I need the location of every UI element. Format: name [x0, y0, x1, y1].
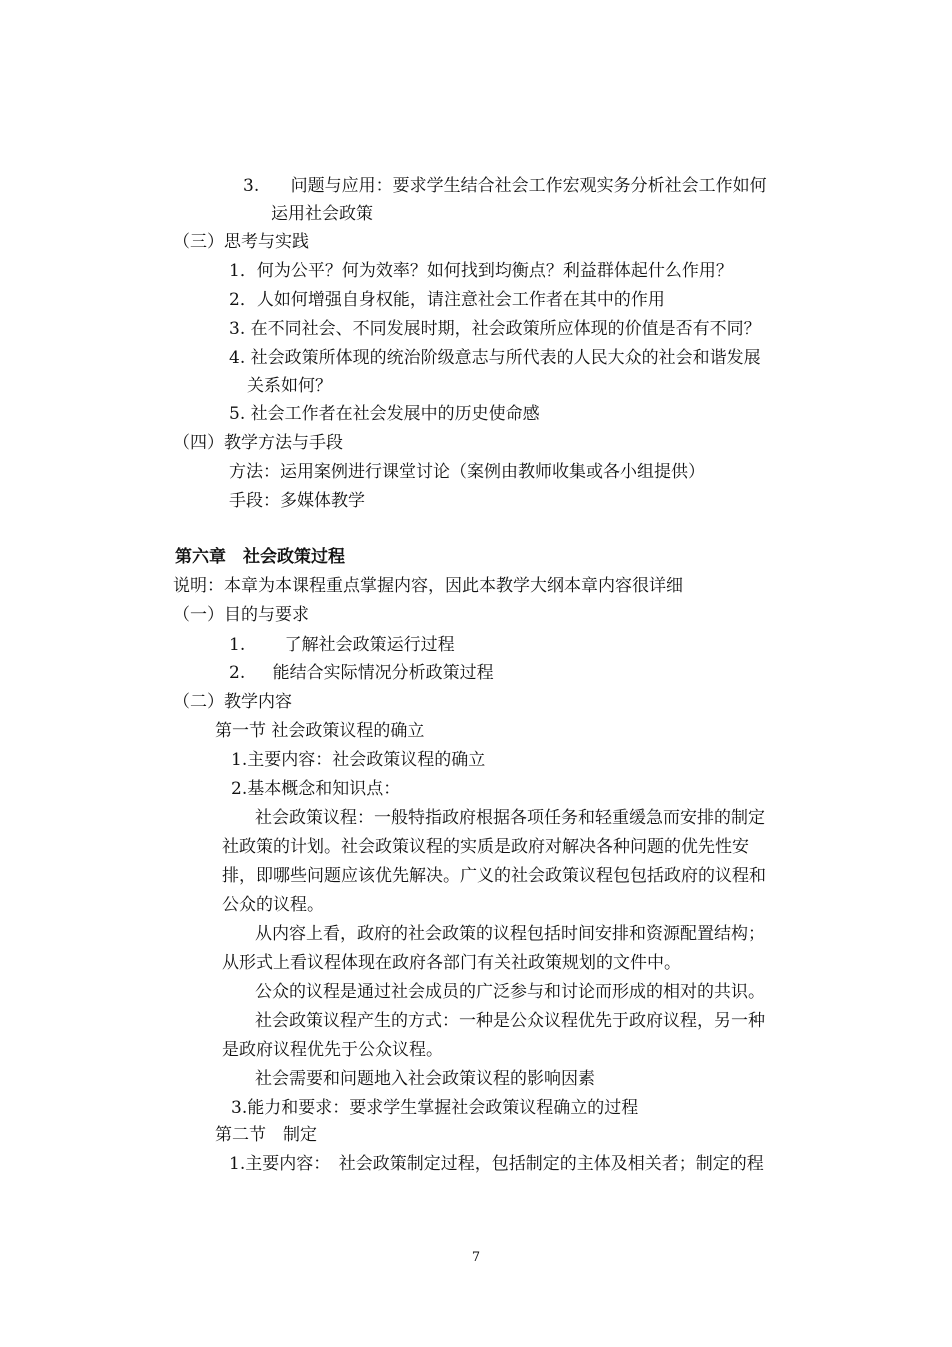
section-heading: （一）目的与要求	[173, 605, 309, 625]
paragraph-line: 是政府议程优先于公众议程。	[222, 1040, 443, 1060]
paragraph-line: 公众的议程。	[222, 895, 324, 915]
paragraph-line: 从形式上看议程体现在政府各部门有关社政策规划的文件中。	[222, 953, 681, 973]
paragraph: 手段：多媒体教学	[229, 491, 365, 511]
chapter-title: 第六章 社会政策过程	[175, 547, 345, 567]
item-text: 问题与应用：要求学生结合社会工作宏观实务分析社会工作如何	[290, 176, 767, 196]
list-item: 5. 社会工作者在社会发展中的历史使命感	[229, 404, 540, 424]
list-item: 4. 社会政策所体现的统治阶级意志与所代表的人民大众的社会和谐发展	[229, 348, 761, 368]
page-number: 7	[471, 1250, 481, 1265]
chapter-note: 说明：本章为本课程重点掌握内容，因此本教学大纲本章内容很详细	[173, 576, 683, 596]
section-heading: （二）教学内容	[173, 692, 292, 712]
list-item	[229, 631, 455, 659]
item-number: 1.	[229, 635, 246, 655]
paragraph-line: 从内容上看，政府的社会政策的议程包括时间安排和资源配置结构；	[255, 924, 765, 944]
section-heading: （三）思考与实践	[173, 232, 309, 252]
item-number: 3.	[243, 176, 260, 196]
list-item: 1．何为公平？何为效率？如何找到均衡点？利益群体起什么作用？	[229, 261, 733, 281]
list-item: 2．人如何增强自身权能，请注意社会工作者在其中的作用	[229, 290, 665, 310]
paragraph: 方法：运用案例进行课堂讨论（案例由教师收集或各小组提供）	[229, 462, 705, 482]
item-number: 2.	[229, 663, 246, 683]
paragraph-line: 排，即哪些问题应该优先解决。广义的社会政策议程包包括政府的议程和	[222, 866, 766, 886]
list-item-continuation: 运用社会政策	[271, 204, 373, 224]
item-text: 能结合实际情况分析政策过程	[272, 663, 494, 683]
section-heading: （四）教学方法与手段	[173, 433, 343, 453]
list-item: 1.主要内容：社会政策议程的确立	[231, 750, 486, 770]
paragraph-line: 社会政策议程产生的方式：一种是公众议程优先于政府议程，另一种	[255, 1011, 765, 1031]
subsection-title: 第一节 社会政策议程的确立	[215, 721, 425, 741]
paragraph-line: 公众的议程是通过社会成员的广泛参与和讨论而形成的相对的共识。	[255, 982, 765, 1002]
paragraph-line: 社政策的计划。社会政策议程的实质是政府对解决各种问题的优先性安	[222, 837, 749, 857]
list-item	[229, 659, 494, 687]
list-item: 2.基本概念和知识点：	[231, 779, 401, 799]
list-item: 3. 在不同社会、不同发展时期，社会政策所应体现的价值是否有不同？	[229, 319, 761, 339]
list-item	[243, 172, 767, 200]
list-item: 3.能力和要求：要求学生掌握社会政策议程确立的过程	[231, 1098, 639, 1118]
list-item-continuation: 关系如何？	[247, 376, 332, 396]
paragraph-line: 社会政策议程：一般特指政府根据各项任务和轻重缓急而安排的制定	[255, 808, 765, 828]
list-item: 1.主要内容： 社会政策制定过程，包括制定的主体及相关者；制定的程	[229, 1154, 764, 1174]
paragraph-line: 社会需要和问题地入社会政策议程的影响因素	[255, 1069, 595, 1089]
item-text: 了解社会政策运行过程	[284, 635, 455, 655]
subsection-title: 第二节 制定	[215, 1125, 317, 1145]
